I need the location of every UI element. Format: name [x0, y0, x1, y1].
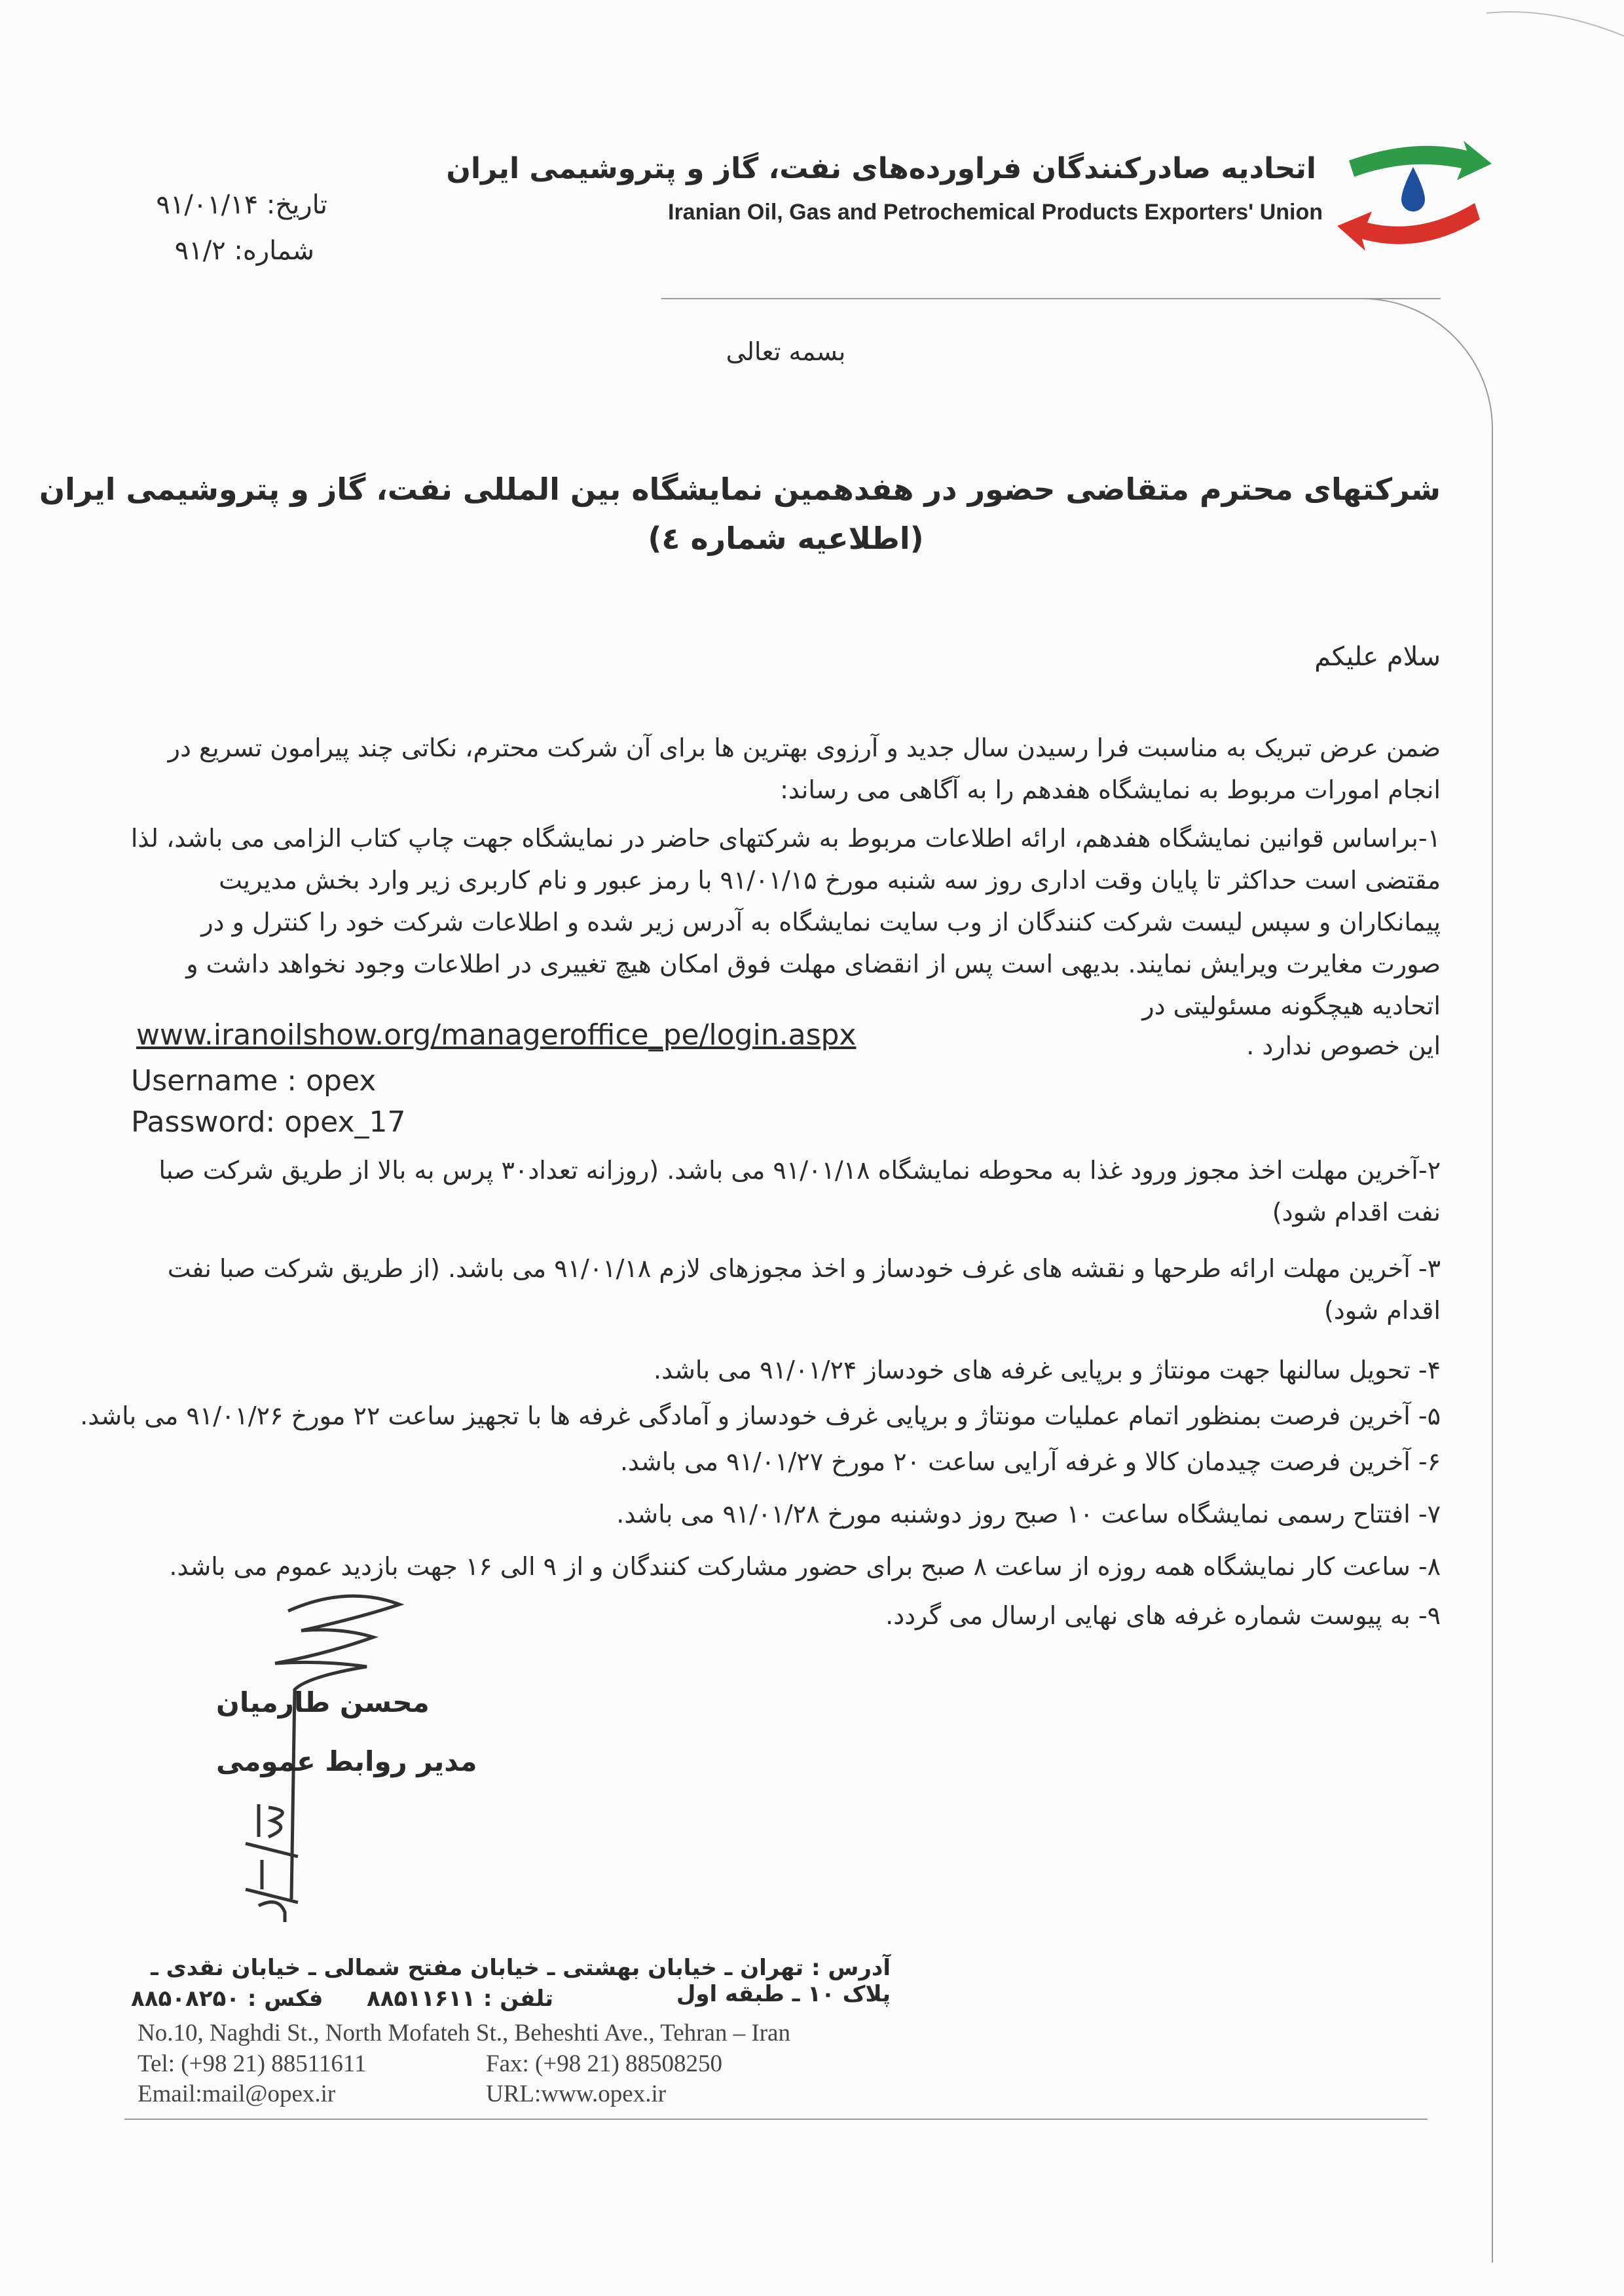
intro-paragraph: ضمن عرض تبریک به مناسبت فرا رسیدن سال جدید و آرزوی بهترین ها برای آن شرکت محترم، نکاتی چند پیرامون تسریع در انجام امورات مربوط به نمایشگاه هفدهم را به آگاهی می رساند: [168, 733, 1441, 804]
item-1-paragraph: ۱-براساس قوانین نمایشگاه هفدهم، ارائه اطلاعات مربوط به شرکتهای حاضر در نمایشگاه جهت چاپ کتاب الزامی می باشد، لذا مقتضی است حداکثر تا پایان وقت اداری روز سه شنبه مورخ ۹۱/۰۱/۱۵ با رمز عبور و نام کاربری زیر وارد بخش مدیریت پیمانکاران و سپس لیست شرکت کنندگان از وب سایت نمایشگاه به آدرس زیر شده و اطلاعات شرکت خود را کنترل و در صورت مغایرت ویرایش نمایند. بدیهی است پس از انقضای مهلت فوق امکان هیچ تغییری در اطلاعات وجود نخواهد داشت و اتحادیه هیچگونه مسئولیتی در [130, 824, 1441, 1020]
footer-divider [124, 2119, 1428, 2120]
item-8: ۸- ساعت کار نمایشگاه همه روزه از ساعت ۸ صبح برای حضور مشارکت کنندگان و از ۹ الی ۱۶ جهت بازدید عموم می باشد. [169, 1552, 1441, 1581]
corner-fold-mark [1486, 0, 1624, 39]
password-text: Password: opex_17 [131, 1105, 406, 1139]
letter-number: شماره: ۹۱/۲ [174, 236, 314, 266]
phone-fa: تلفن : ۸۸۵۱۱۶۱۱ [367, 1986, 553, 2012]
basmala: بسمه تعالی [726, 337, 846, 366]
union-name-en: Iranian Oil, Gas and Petrochemical Products Exporters' Union [668, 200, 1323, 225]
announcement-number: (اطلاعیه شماره ٤) [648, 521, 924, 556]
letter-title: شرکتهای محترم متقاضی حضور در هفدهمین نمایشگاه بین المللی نفت، گاز و پتروشیمی ایران [39, 472, 1441, 507]
item-7: ۷- افتتاح رسمی نمایشگاه ساعت ۱۰ صبح روز دوشنبه مورخ ۹۱/۰۱/۲۸ می باشد. [616, 1500, 1441, 1528]
item-3-paragraph: ۳- آخرین مهلت ارائه طرحها و نقشه های غرف خودساز و اخذ مجوزهای لازم ۹۱/۰۱/۱۸ می باشد. (از طریق شرکت صبا نفت اقدام شود) [167, 1254, 1441, 1325]
item-6: ۶- آخرین فرصت چیدمان کالا و غرفه آرایی ساعت ۲۰ مورخ ۹۱/۰۱/۲۷ می باشد. [619, 1447, 1441, 1476]
letter-date: تاریخ: ۹۱/۰۱/۱۴ [156, 190, 327, 220]
address-en: No.10, Naghdi St., North Mofateh St., Beheshti Ave., Tehran – Iran [138, 2020, 790, 2046]
signer-name: محسن طارمیان [216, 1686, 430, 1718]
signer-title: مدیر روابط عمومی [216, 1745, 477, 1777]
union-name-fa: اتحادیه صادرکنندگان فراورده‌های نفت، گاز و پتروشیمی ایران [446, 152, 1316, 185]
item-2-paragraph: ۲-آخرین مهلت اخذ مجوز ورود غذا به محوطه نمایشگاه ۹۱/۰۱/۱۸ می باشد. (روزانه تعداد۳۰ پرس به بالا از طریق شرکت صبا نفت اقدام شود) [158, 1156, 1441, 1227]
union-logo-icon [1336, 134, 1493, 259]
tel-en: Tel: (+98 21) 88511611 [138, 2050, 367, 2077]
item-4: ۴- تحویل سالنها جهت مونتاژ و برپایی غرفه های خودساز ۹۱/۰۱/۲۴ می باشد. [654, 1356, 1441, 1384]
username-text: Username : opex [131, 1064, 377, 1098]
handwritten-date [232, 1798, 304, 1922]
greeting: سلام علیکم [1314, 642, 1441, 672]
website-url-en: URL:www.opex.ir [486, 2081, 667, 2107]
fax-fa: فکس : ۸۸۵۰۸۲۵۰ [131, 1986, 323, 2012]
item-1-ending: این خصوص ندارد . [1246, 1031, 1441, 1060]
logo-green-arrow [1349, 141, 1492, 180]
logo-drop [1401, 167, 1425, 212]
item-5: ۵- آخرین فرصت بمنظور اتمام عملیات مونتاژ و برپایی غرف خودساز و آمادگی غرفه ها با تجهیز ساعت ۲۲ مورخ ۹۱/۰۱/۲۶ می باشد. [80, 1401, 1441, 1430]
header-divider [661, 298, 1441, 299]
login-url-link[interactable]: www.iranoilshow.org/manageroffice_pe/login.aspx [136, 1018, 857, 1052]
fax-en: Fax: (+98 21) 88508250 [486, 2050, 723, 2077]
address-fa: آدرس : تهران ـ خیابان بهشتی ـ خیابان مفتح شمالی ـ خیابان نقدی ـ پلاک ۱۰ ـ طبقه اول [151, 1955, 891, 2007]
item-9: ۹- به پیوست شماره غرفه های نهایی ارسال می گردد. [885, 1601, 1441, 1630]
email-en: Email:mail@opex.ir [138, 2081, 336, 2107]
